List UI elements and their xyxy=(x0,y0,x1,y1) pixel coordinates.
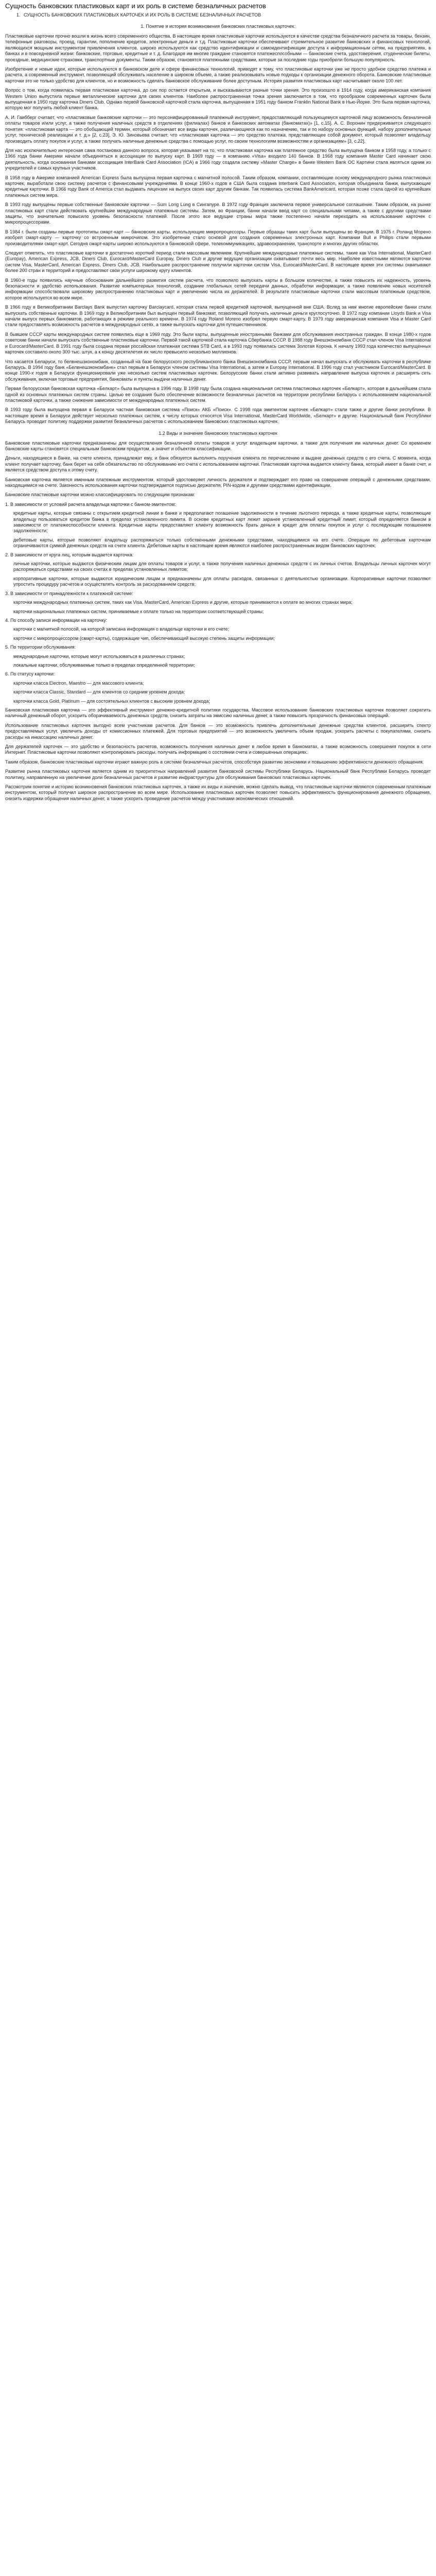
paragraph: В бывшем СССР карты международных систем появились еще в 1969 году. Это были карты, выпущенные иностранными банками для обслуживания иностранных граждан. В конце 1980-х годов советские банки начали выпускать собственные пластиковые карточки. Первой такой карточкой стала карточка Сбербанка СССР. В 1988 году Внешэкономбанк СССР стал членом Visa International и Eurocard/MasterCard. В 1991 году была создана первая российская платежная система STB Card, а в 1993 году появилась система Золотая Корона. К началу 1993 года количество выпущенных карточек составило около 300 тыс. штук, а к концу десятилетия их число превысило несколько миллионов. xyxy=(5,331,431,355)
classification-item: дебетовые карты, которые позволяют владельцу распоряжаться только собственными денежными средствами, находящимися на его счете. Операции по дебетовым карточкам ограничиваются суммой денежных средств на счете клиента. Дебетовые карты в настоящее время являются наиболее распространенным видом банковских карточек; xyxy=(13,537,431,549)
document-page xyxy=(0,0,436,809)
classification-heading: 6. По статусу карточки: xyxy=(5,671,55,677)
section-2-classification xyxy=(5,502,431,704)
paragraph: Для нас исключительно интересная сама постановка данного вопроса, которая указывает на то, что пластиковая карточка как платежное средство была выпущена банком в 1958 году, а только с 1966 года банки Америки начали объединяться в ассоциации по выпуску карт. В 1969 году — в компанию «Visa» входило 140 банков. В 1968 году компания Master Card начинает свою деятельность, когда основанная банками ассоциация InterBank Card Association (ICA) в 1966 году создала систему «Master Charge» в банке Western Bank ОС Картини стала являться одним из учредителей и самых крупных участников. xyxy=(5,147,431,171)
section-2-closing xyxy=(5,707,431,802)
paragraph: Использование пластиковых карточек выгодно всем участникам расчетов. Для банков — это возможность привлечь дополнительные денежные средства клиентов, расширить спектр предоставляемых услуг, увеличить доходы от комиссионных платежей. Для торговых предприятий — это возможность увеличить объем продаж, ускорить расчеты с покупателями, снизить расходы на инкассацию наличных денег. xyxy=(5,722,431,740)
classification-item: карточки с микропроцессором (смарт-карты), содержащие чип, обеспечивающий высокую степень защиты информации; xyxy=(13,635,275,641)
paragraph: В 1993 году была выпущена первая в Беларуси частная банковская система «Поиск» АКБ «Поиск». С 1998 года эмитентом карточек «Белкарт» стали также и другие банки республики. В настоящее время в Беларуси действует несколько платежных систем, к числу которых относятся Visa International, MasterCard Worldwide, «Белкарт» и другие. Национальный банк Республики Беларусь проводит политику поддержки развития безналичных расчетов с использованием банковских пластиковых карточек. xyxy=(5,407,431,425)
classification-heading: 2. В зависимости от круга лиц, которым выдается карточка: xyxy=(5,552,134,557)
document-title: Сущность банковских пластиковых карт и их роль в системе безналичных расчетов xyxy=(5,2,266,10)
paragraph: В 1984 г. были созданы первые прототипы смарт-карт — банковские карты, использующие микропроцессоры. Первые образцы таких карт были выпущены во Франции. В 1975 г. Роланд Морено изобрел смарт-карту — карточку со встроенным микрочипом. Это изобретение стало основой для создания современных электронных карт. Компании Bull и Philips стали первыми производителями смарт-карт. Сегодня смарт-карты широко используются в банковской сфере, телекоммуникациях, здравоохранении, транспорте и многих других областях. xyxy=(5,229,431,246)
paragraph: В 1958 году в Америке компанией American Express была выпущена первая карточка с магнитной полосой. Таким образом, компании, составляющие основу международного рынка пластиковых карточек, выработали свою систему расчетов с финансовыми учреждениями. В конце 1960-х годов в США была создана Interbank Card Association, которая объединила банки, выпускающие кредитные карточки. В 1966 году Bank of America стал выдавать лицензии на выпуск своих карт другим банкам. Так появилась система BankAmericard, которая позже стала одной из крупнейших платежных систем мира. xyxy=(5,175,431,198)
classification-item: международные карточки, которые могут использоваться в различных странах; xyxy=(13,653,185,659)
paragraph: Для держателей карточек — это удобство и безопасность расчетов, возможность получения наличных денег в любое время в банкоматах, а также возможность совершения покупок в сети Интернет. Пластиковые карточки позволяют контролировать расходы, получать информацию о состоянии счета и совершенных операциях. xyxy=(5,744,431,755)
classification-item: карточки класса Gold, Platinum — для состоятельных клиентов с высоким уровнем дохода; xyxy=(13,698,210,704)
classification-item: карточки класса Classic, Standard — для клиентов со средним уровнем дохода; xyxy=(13,689,185,695)
section-2-intro xyxy=(5,440,431,498)
classification-heading: 3. В зависимости от принадлежности к платежной системе: xyxy=(5,590,133,596)
toc-item-number: 1. xyxy=(16,12,21,18)
classification-item: кредитные карты, которые связаны с открытием кредитной линии в банке и предполагают погашение задолженности в течение льготного периода, а также кредитные карты, позволяющие владельцу пользоваться кредитом банка в пределах установленного лимита. В основе кредитных карт лежит заранее установленный кредитный лимит, который определяется банком в зависимости от платежеспособности клиента. Кредитные карты предоставляют клиенту возможность брать деньги в кредит для оплаты покупок и услуг с последующим погашением задолженности; xyxy=(13,511,431,534)
paragraph: В 1993 году выпущены первые собственные банковские карточки — Sum Long Lung в Сингапуре. В 1972 году Франция заключила первое универсальное соглашение. Таким образом, на рынке пластиковых карт стали действовать крупнейшие международные платежные системы. Затем, во Франции, банки начали ввод карт со специальными чипами, а также с другими средствами защиты, что значительно повысило уровень безопасности платежей. После этого все ведущие страны мира также постепенно начали переходить на использование карточек с микропроцессорами. xyxy=(5,202,431,225)
paragraph: Следует отметить, что пластиковые карточки в достаточно короткий период стали массовым явлением. Крупнейшие международные платежные системы, такие как Visa International, MasterCard (Europay), American Express, JCB, Diners Club, Eurocard/MasterCard Europay, Diners Club и другие ведущие организации охватывают почти весь мир. Наиболее известными являются карточки систем Visa, MasterCard, American Express, Diners Club, JCB. Наибольшее распространение получили карточки систем Visa, Eurocard/MasterCard. В настоящее время эти системы охватывают более 200 стран и территорий и предоставляют свои услуги широкому кругу клиентов. xyxy=(5,250,431,274)
toc-item[interactable] xyxy=(16,12,431,18)
classification-item: карточки национальных платежных систем, принимаемые к оплате только на территории соответствующей страны; xyxy=(13,608,264,614)
section-1-body xyxy=(5,33,431,425)
paragraph: Деньги, находящиеся в банке, на счете клиента, принадлежат ему, и банк обязуется выполнять поручения клиента по перечислению и выдаче денежных средств с его счета. С момента, когда клиент получает карточку, банк берет на себя обязательство по обслуживанию его счета с использованием карточки. Пластиковая карточка выдается клиенту банка, который имеет в банке счет, и является средством доступа к этому счету. xyxy=(5,455,431,473)
classification-item: корпоративные карточки, которые выдаются юридическим лицам и предназначены для оплаты расходов, связанных с деятельностью организации. Корпоративные карточки позволяют упростить процедуру расчетов и осуществлять контроль за расходованием средств; xyxy=(13,575,431,587)
paragraph: Развитие рынка пластиковых карточек является одним из приоритетных направлений развития банковской системы Республики Беларусь. Национальный банк Республики Беларусь проводит политику, направленную на увеличение доли безналичных расчетов и развитие инфраструктуры для обслуживания банковских пластиковых карточек. xyxy=(5,769,431,780)
paragraph: Таким образом, банковские пластиковые карточки играют важную роль в системе безналичных расчетов, способствуя развитию экономики и повышению эффективности денежного обращения. xyxy=(5,759,424,765)
paragraph: В 1960-е годы появились научные обоснования дальнейшего развития систем расчета, что позволило выпускать карты в большом количестве, а также повысить их надежность, уровень безопасности и удобство использования. Развитие компьютерных технологий, создание глобальных сетей передачи данных, обработки информации, а также появление новых носителей информации способствовали широкому распространению пластиковых карт и увеличению числа их держателей. В результате пластиковые карточки стали массовым платежным средством, которое используется во всем мире. xyxy=(5,277,431,300)
classification-item: карточки класса Electron, Maestro — для массового клиента; xyxy=(13,680,144,686)
paragraph: Банковская пластиковая карточка — это эффективный инструмент денежно-кредитной политики государства. Массовое использование банковских пластиковых карточек позволяет сократить наличный денежный оборот, ускорить оборачиваемость денежных средств, снизить затраты на эмиссию наличных денег, а также повысить прозрачность финансовых операций. xyxy=(5,707,431,719)
classification-heading: 1. В зависимости от условий расчета владельца карточки с банком-эмитентом: xyxy=(5,501,176,507)
paragraph: В 1966 году в Великобритании Barclays Bank выпустил карточку Barclaycard, которая стала первой кредитной карточкой, выпущенной вне США. Вслед за ним многие европейские банки стали выпускать собственные карточки. В 1969 году в Великобритании был выпущен первый банкомат, позволяющий получать наличные деньги круглосуточно. В 1972 году компании Lloyds Bank и Visa начали выпуск первых банкоматов, работающих в режиме реального времени. В 1974 году Roland Moreno изобрел первую смарт-карту. В 1979 году американская компания Visa и Master Card стали предоставлять возможность расчетов в международных сетях, а также выпускать карточки для путешественников. xyxy=(5,304,431,328)
paragraph: А. И. Гаибберг считает, что «пластиковые банковские карточки — это персонифицированный платежный инструмент, предоставляющий пользующемуся карточкой лицу возможность безналичной оплаты товаров и/или услуг, а также получения наличных средств в отделениях (филиалах) банков и банковских автоматах (банкоматах)» [1, с.15]. А. С. Воронин придерживается следующего понятия: «пластиковая карта — это обобщающий термин, который обозначает все виды карточек, различающиеся как по назначению, так и по набору основных функций, набору дополнительных услуг, технической реализации и т. д.» [2, с.23]. Э. Ю. Зиновьева считает, что «пластиковая карточка — это средство платежа, представляющее собой документ, который позволяет владельцу производить оплату покупок и услуг, а также получать наличные денежные средства с помощью услуг, по своим технологиям возможностям и организациям» [3, с.22]. xyxy=(5,114,431,144)
paragraph: Банковские пластиковые карточки предназначены для осуществления безналичной оплаты товаров и услуг владельцем карточки, а также для получения им наличных денег. Со временем банковские карты становятся специальным банковским продуктом, а значит и объектом классификации. xyxy=(5,440,431,451)
classification-heading: 5. По территории обслуживания: xyxy=(5,645,76,650)
paragraph: Вопрос о том, когда появилась первая пластиковая карточка, до сих пор остается открытым, и высказываются разные точки зрения. Это произошло в 1914 году, когда американская компания Western Union выпустила первые металлические карточки для своих клиентов. Наиболее распространенная точка зрения заключается в том, что прообразом современных карточек была выпущенная в 1950 году карточка Diners Club. Однако первой банковской карточкой стала карточка, выпущенная в 1951 году банком Franklin National Bank в Нью-Йорке. Это была первая карточка, которую мог получить любой клиент банка. xyxy=(5,88,431,111)
classification-item: карточки с магнитной полосой, на которой записана информация о владельце карточки и его счете; xyxy=(13,626,229,632)
classification-heading: 4. По способу записи информации на карточку: xyxy=(5,617,108,623)
paragraph: Рассмотрим понятие и историю возникновения банковских пластиковых карточек, а также их виды и значение, можно сделать вывод, что пластиковые карточки являются современным платежным инструментом, который получил широкое распространение во всем мире. Использование пластиковых карточек позволяет повысить эффективность функционирования денежного обращения, снизить издержки обращения наличных денег, а также ускорить проведение расчетов между участниками экономических отношений. xyxy=(5,784,431,801)
section-heading-1: 1. Понятие и история возникновения банковских пластиковых карточек. xyxy=(141,24,295,29)
paragraph: Банковские пластиковые карточки можно классифицировать по следующим признакам: xyxy=(5,492,195,498)
paragraph: Пластиковые карточки прочно вошли в жизнь всего современного общества. В настоящее время пластиковые карточки используются в качестве средства безналичного расчета за товары, бензин, телефонные разговоры, проезд, гарантии, пополнение кредитов, электронные деньги и т.д. Пластиковые карточки обеспечивают стремительное развитие банковских и финансовых технологий, являющихся мощным инструментом привлечения клиентов, широко используются как средство идентификации и самоидентификации доступа к информационным сетям, на предприятиях, в банках и в повседневной жизни: банковские, торговые, кредитные и т. д. Благодаря им многие граждане становятся платежеспособными — банковские счета, удостоверения, студенческие билеты, проездные, медицинские страховки, транспортные документы. Таким образом, становятся платежными средствами, которые за последние годы приобрели большую популярность. xyxy=(5,33,431,62)
paragraph: Первая белорусская банковская карточка «Белкарт» была выпущена в 1996 году. В 1998 году была создана национальная система пластиковых карточек «Белкарт», которая в дальнейшем стала одной из основных платежных систем страны. Целью ее создания было обеспечение возможности безналичных расчетов на территории республики Беларусь с использованием национальной пластиковой карточки, а также снижение зависимости от международных платежных систем. xyxy=(5,386,431,403)
section-heading-2: 1.2 Виды и значение банковских пластиковых карточек xyxy=(159,430,277,436)
classification-item: личные карточки, которые выдаются физическим лицам для оплаты товаров и услуг, а также получения наличных денежных средств с их личных счетов. Владельцы личных карточек могут распоряжаться средствами на своих счетах в пределах установленных лимитов; xyxy=(13,561,431,572)
paragraph: Что касается Беларуси, то белвнешэкономбанк, созданный на базе белорусского республиканского банка Внешэкономбанка СССР, первым начал выпускать и обслуживать карточки в республике Беларусь. В 1994 году банк «Белвнешэкономбанк» стал первым в Беларуси членом системы Visa International, а затем и Europay International. В 1996 году стал участником Eurocard/MasterCard. В конце 1990-х годов в Беларуси функционировали уже несколько систем пластиковых карточек. Белорусские банки стали активно развивать направление выпуска карточек и расширять сеть обслуживания, включая торговые предприятия, банкоматы и пункты выдачи наличных денег. xyxy=(5,359,431,382)
classification-item: карточки международных платежных систем, таких как Visa, MasterCard, American Express и другие, которые принимаются к оплате во многих странах мира; xyxy=(13,600,353,605)
toc-item-text: СУЩНОСТЬ БАНКОВСКИХ ПЛАСТИКОВЫХ КАРТОЧЕК И ИХ РОЛЬ В СИСТЕМЕ БЕЗНАЛИЧНЫХ РАСЧЕТОВ xyxy=(24,12,261,18)
classification-item: локальные карточки, обслуживаемые только в пределах определенной территории; xyxy=(13,662,195,668)
table-of-contents xyxy=(16,12,431,18)
paragraph: Банковская карточка является именным платежным инструментом, который удостоверяет личность держателя и подтверждает его право на совершение операций с денежными средствами, находящимися на счете. Законность использования карточки подтверждается подписью держателя, PIN-кодом и другими средствами идентификации. xyxy=(5,477,431,488)
paragraph: Изобретение и новые идеи, которые используются в банковском деле и сфере финансовых технологий, приводят к тому, что пластиковые карточки уже не просто удобное средство платежа и расчета, а современный инструмент, позволяющий обслуживать население в широком объеме, а также реализовывать новые подходы к организации денежного оборота. Банковские пластиковые карточки это не только удобство для клиентов, но и возможность сделать банковское обслуживание более доступным. История развития пластиковых карт насчитывает около 100 лет. xyxy=(5,66,431,83)
